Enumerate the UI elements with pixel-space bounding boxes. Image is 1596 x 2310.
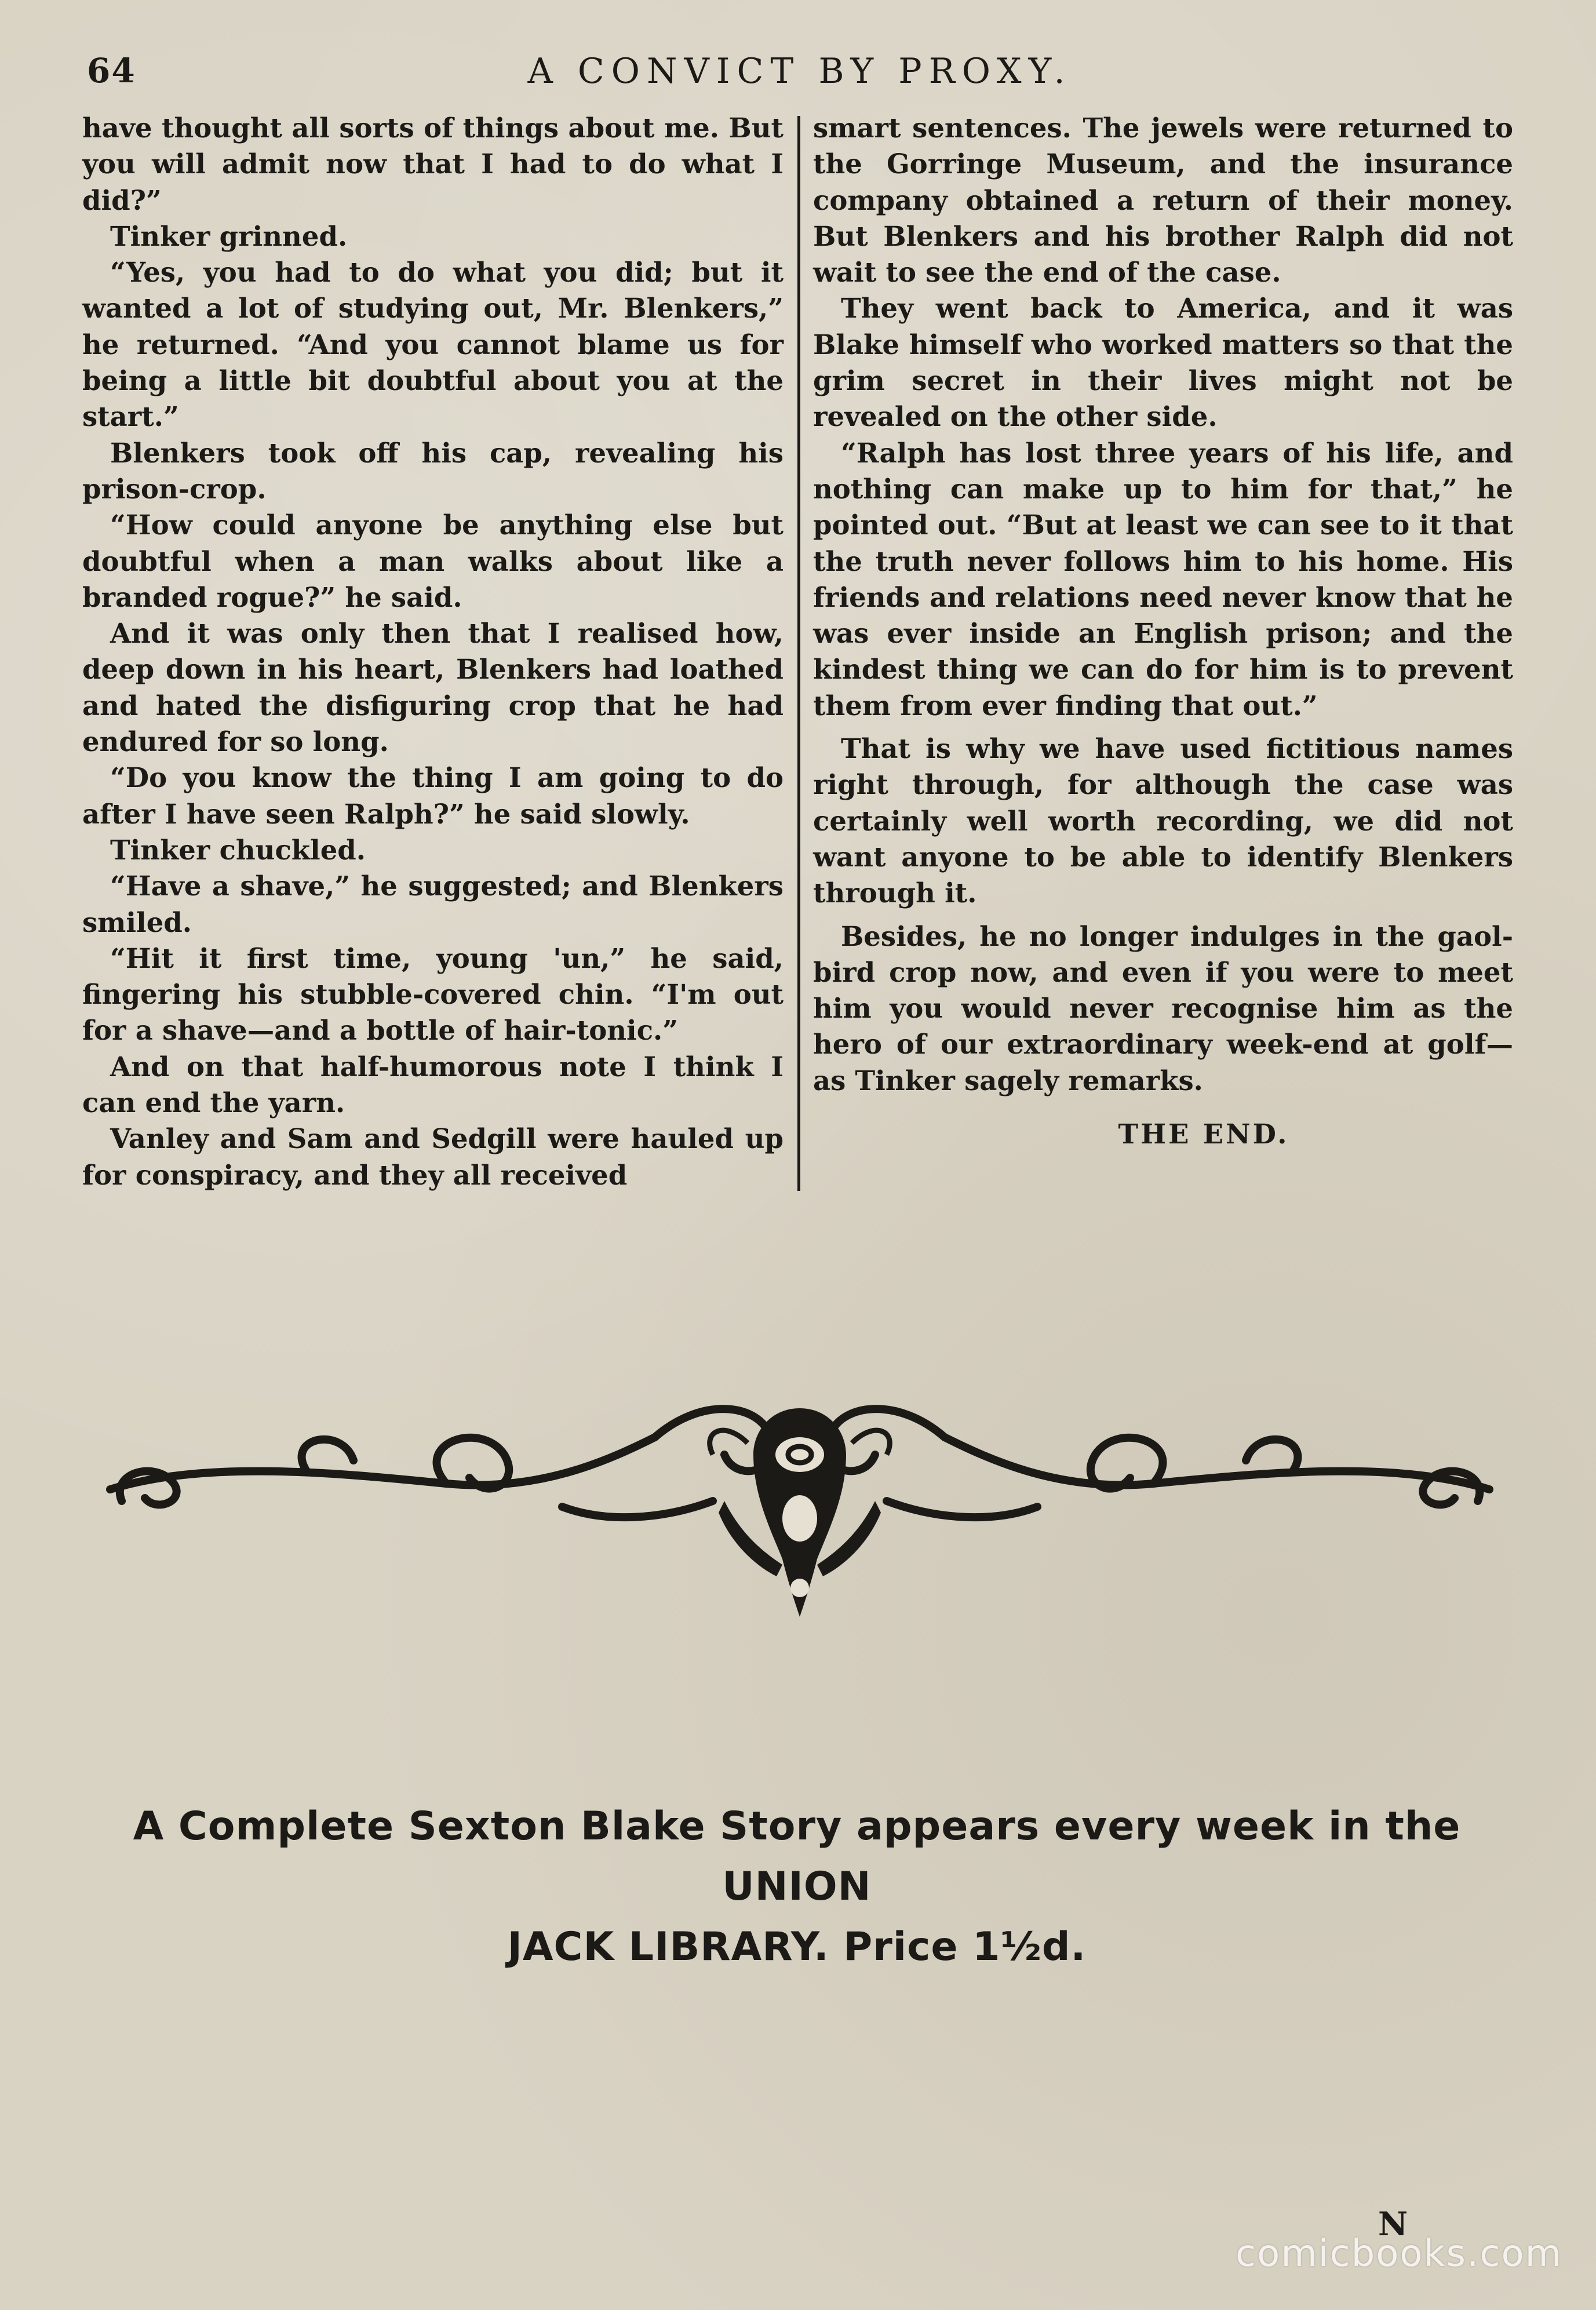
paragraph: “Hit it first time, young 'un,” he said, fingering his stubble-covered chin. “I'm out for a shave—and a bottle of hair-tonic.”: [82, 942, 784, 1047]
column-divider: [797, 116, 800, 1191]
paragraph: Vanley and Sam and Sedgill were hauled up for conspiracy, and they all received: [82, 1123, 784, 1191]
paragraph: And it was only then that I realised how, deep down in his heart, Blenkers had loathed and hated the disfiguring crop that he had endured for so long.: [82, 617, 784, 758]
paragraph: “Yes, you had to do what you did; but it wanted a lot of studying out, Mr. Blenkers,” he returned. “And you cannot blame us for being a little bit doubtful about you at the start.”: [82, 256, 784, 433]
page-number: 64: [87, 51, 136, 90]
left-column: [82, 110, 784, 1193]
paragraph: And on that half-humorous note I think I can end the yarn.: [82, 1050, 784, 1119]
paragraph: Besides, he no longer indulges in the gaol-bird crop now, and even if you were to meet him you would never recognise him as the hero of our extraordinary week-end at golf—as Tinker sagely remarks.: [813, 920, 1513, 1096]
paragraph: That is why we have used fictitious names right through, for although the case was certainly well worth recording, we did not want anyone to be able to identify Blenkers through it.: [813, 733, 1513, 909]
ornament-scroll-icon: [87, 1373, 1513, 1628]
running-head: [87, 51, 1513, 97]
right-column: [813, 110, 1513, 1152]
paragraph: They went back to America, and it was Blake himself who worked matters so that the grim secret in their lives might not be revealed on the other side.: [813, 292, 1513, 433]
paragraph: smart sentences. The jewels were returned to the Gorringe Museum, and the insurance company obtained a return of their money. But Blenkers and his brother Ralph did not wait to see the end of the case.: [813, 112, 1513, 289]
running-title: A CONVICT BY PROXY.: [527, 51, 1072, 92]
the-end: THE END.: [1118, 1118, 1289, 1150]
advertisement: [81, 1797, 1513, 1977]
paragraph: “Have a shave,” he suggested; and Blenkers smiled.: [82, 870, 784, 938]
advert-line: A Complete Sexton Blake Story appears every week in the UNION: [133, 1803, 1461, 1910]
paragraph: “Ralph has lost three years of his life, and nothing can make up to him for that,” he pointed out. “But at least we can see to it that the truth never follows him to his home. His friends and relations need never know that he was ever inside an English prison; and the kindest thing we can do for him is to prevent them from ever finding that out.”: [813, 436, 1513, 722]
paragraph: have thought all sorts of things about me. But you will admit now that I had to do what I did?”: [82, 112, 784, 216]
paragraph: “Do you know the thing I am going to do after I have seen Ralph?” he said slowly.: [82, 762, 784, 830]
advert-line: JACK LIBRARY. Price 1½d.: [507, 1924, 1087, 1970]
paragraph: “How could anyone be anything else but doubtful when a man walks about like a branded rogue?” he said.: [82, 509, 784, 613]
stray-mark: N: [1378, 2205, 1408, 2243]
paragraph: Blenkers took off his cap, revealing his prison-crop.: [82, 436, 784, 505]
watermark: comicbooks.com: [1235, 2232, 1562, 2275]
paragraph: Tinker grinned.: [110, 220, 348, 252]
paragraph: Tinker chuckled.: [110, 833, 366, 866]
